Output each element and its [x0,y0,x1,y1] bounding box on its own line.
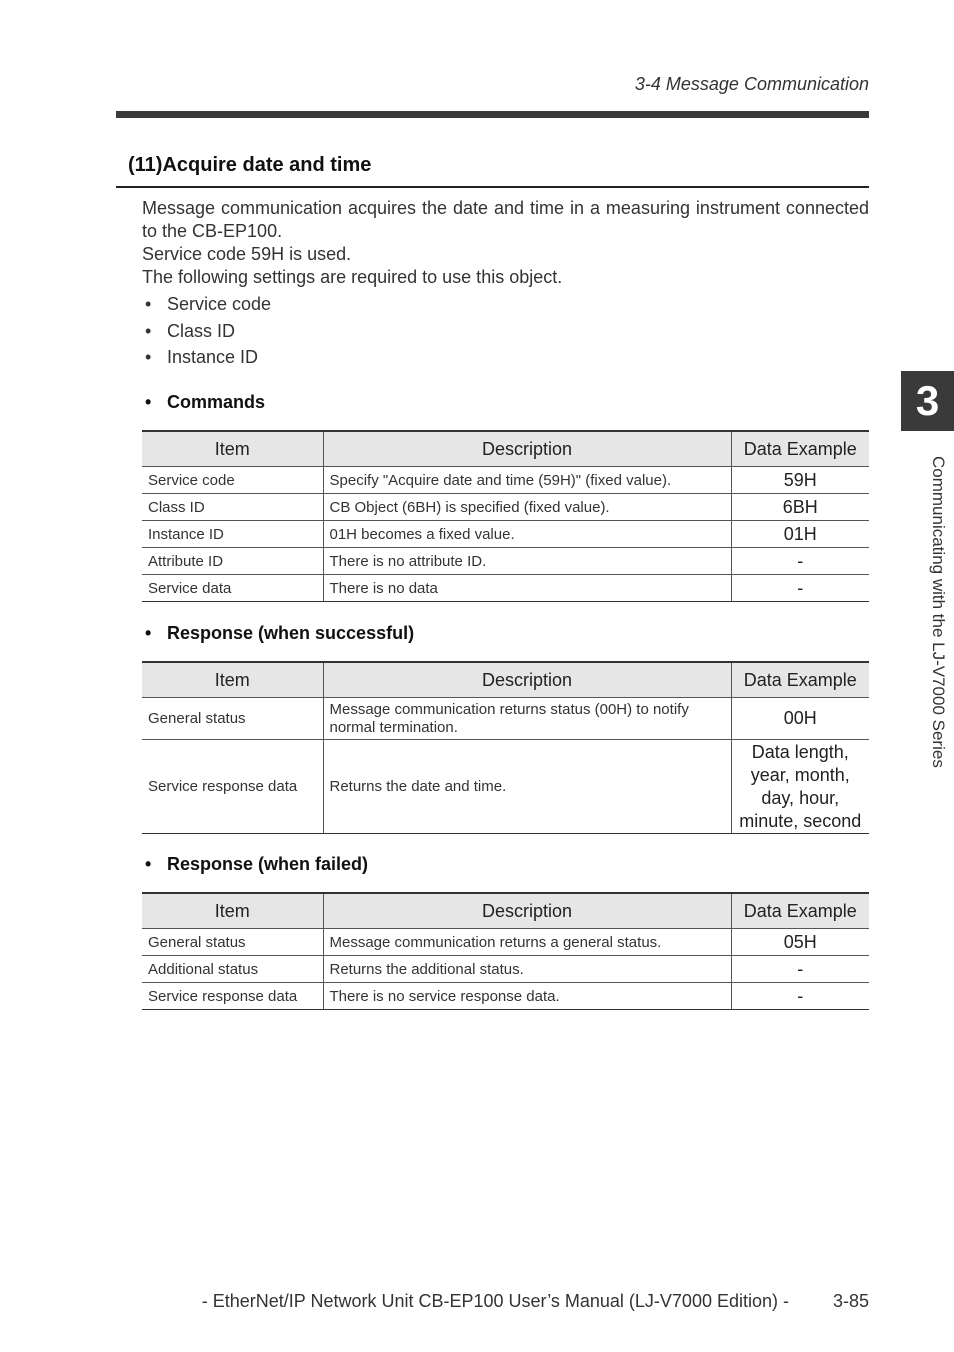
table-header-row [142,893,869,929]
cell-description: Returns the date and time. [323,740,731,834]
cell-example: - [731,575,869,602]
cell-description: CB Object (6BH) is specified (fixed value). [323,494,731,521]
cell-example: 00H [731,698,869,740]
running-header: 3-4 Message Communication [634,74,869,94]
intro-paragraph: Message communication acquires the date and time in a measuring instrument connected to the CB-EP100. [142,198,869,241]
bullet-icon: • [145,392,152,412]
cell-example: - [731,983,869,1010]
table-row [142,983,869,1010]
cell-description: Message communication returns status (00H) to notify normal termination. [323,698,731,740]
cell-item: Service code [142,467,323,494]
cell-example: - [731,548,869,575]
header-rule [116,111,869,118]
list-item-label: Service code [167,294,272,314]
cell-item: Additional status [142,956,323,983]
bullet-icon: • [145,294,152,314]
bullet-icon: • [145,623,152,643]
cell-item: Attribute ID [142,548,323,575]
table-header-row [142,431,869,467]
list-item-label: Class ID [167,320,236,341]
section-title: (11)Acquire date and time [128,154,372,176]
cell-description: There is no service response data. [323,983,731,1010]
cell-example: - [731,956,869,983]
column-header-example: Data Example [731,431,869,467]
intro-paragraph: Service code 59H is used. [142,244,352,264]
response-success-table [142,661,869,834]
commands-table [142,430,869,602]
cell-example: 05H [731,929,869,956]
footer-manual-title: - EtherNet/IP Network Unit CB-EP100 User’s Manual (LJ-V7000 Edition) - [201,1291,789,1311]
table-row [142,956,869,983]
column-header-item: Item [142,893,323,929]
column-header-description: Description [323,431,731,467]
commands-heading [145,392,265,413]
cell-item: General status [142,698,323,740]
chapter-number-tab: 3 [901,371,954,431]
intro-text [142,197,869,371]
bullet-icon: • [145,854,152,874]
column-header-item: Item [142,662,323,698]
cell-item: Instance ID [142,521,323,548]
list-item [142,291,869,318]
table-row [142,740,869,834]
response-success-heading [145,623,414,644]
column-header-description: Description [323,893,731,929]
table-row [142,467,869,494]
response-failed-heading-label: Response (when failed) [167,854,369,874]
table-header-row [142,662,869,698]
table-row [142,929,869,956]
cell-item: Service data [142,575,323,602]
cell-example: 01H [731,521,869,548]
cell-item: General status [142,929,323,956]
cell-description: 01H becomes a fixed value. [323,521,731,548]
intro-paragraph: The following settings are required to use this object. [142,267,563,287]
table-row [142,698,869,740]
cell-example: 59H [731,467,869,494]
bullet-icon: • [145,320,152,341]
commands-heading-label: Commands [167,392,266,412]
table-row [142,494,869,521]
table-row [142,521,869,548]
bullet-icon: • [145,347,152,367]
cell-example: Data length, year, month, day, hour, minute, second [731,740,869,834]
table-row [142,548,869,575]
section-rule [116,186,869,188]
column-header-item: Item [142,431,323,467]
cell-item: Class ID [142,494,323,521]
cell-description: Specify "Acquire date and time (59H)" (fixed value). [323,467,731,494]
list-item-label: Instance ID [167,347,259,367]
list-item [142,344,869,371]
cell-item: Service response data [142,983,323,1010]
cell-description: There is no attribute ID. [323,548,731,575]
required-settings-list [142,291,869,371]
column-header-example: Data Example [731,893,869,929]
response-failed-table [142,892,869,1010]
cell-item: Service response data [142,740,323,834]
cell-example: 6BH [731,494,869,521]
response-success-heading-label: Response (when successful) [167,623,415,643]
page-number: 3-85 [832,1291,869,1311]
cell-description: Returns the additional status. [323,956,731,983]
response-failed-heading [145,854,368,875]
list-item [142,318,869,345]
column-header-description: Description [323,662,731,698]
cell-description: There is no data [323,575,731,602]
table-row [142,575,869,602]
chapter-title-vertical: Communicating with the LJ-V7000 Series [929,456,948,768]
column-header-example: Data Example [731,662,869,698]
cell-description: Message communication returns a general status. [323,929,731,956]
